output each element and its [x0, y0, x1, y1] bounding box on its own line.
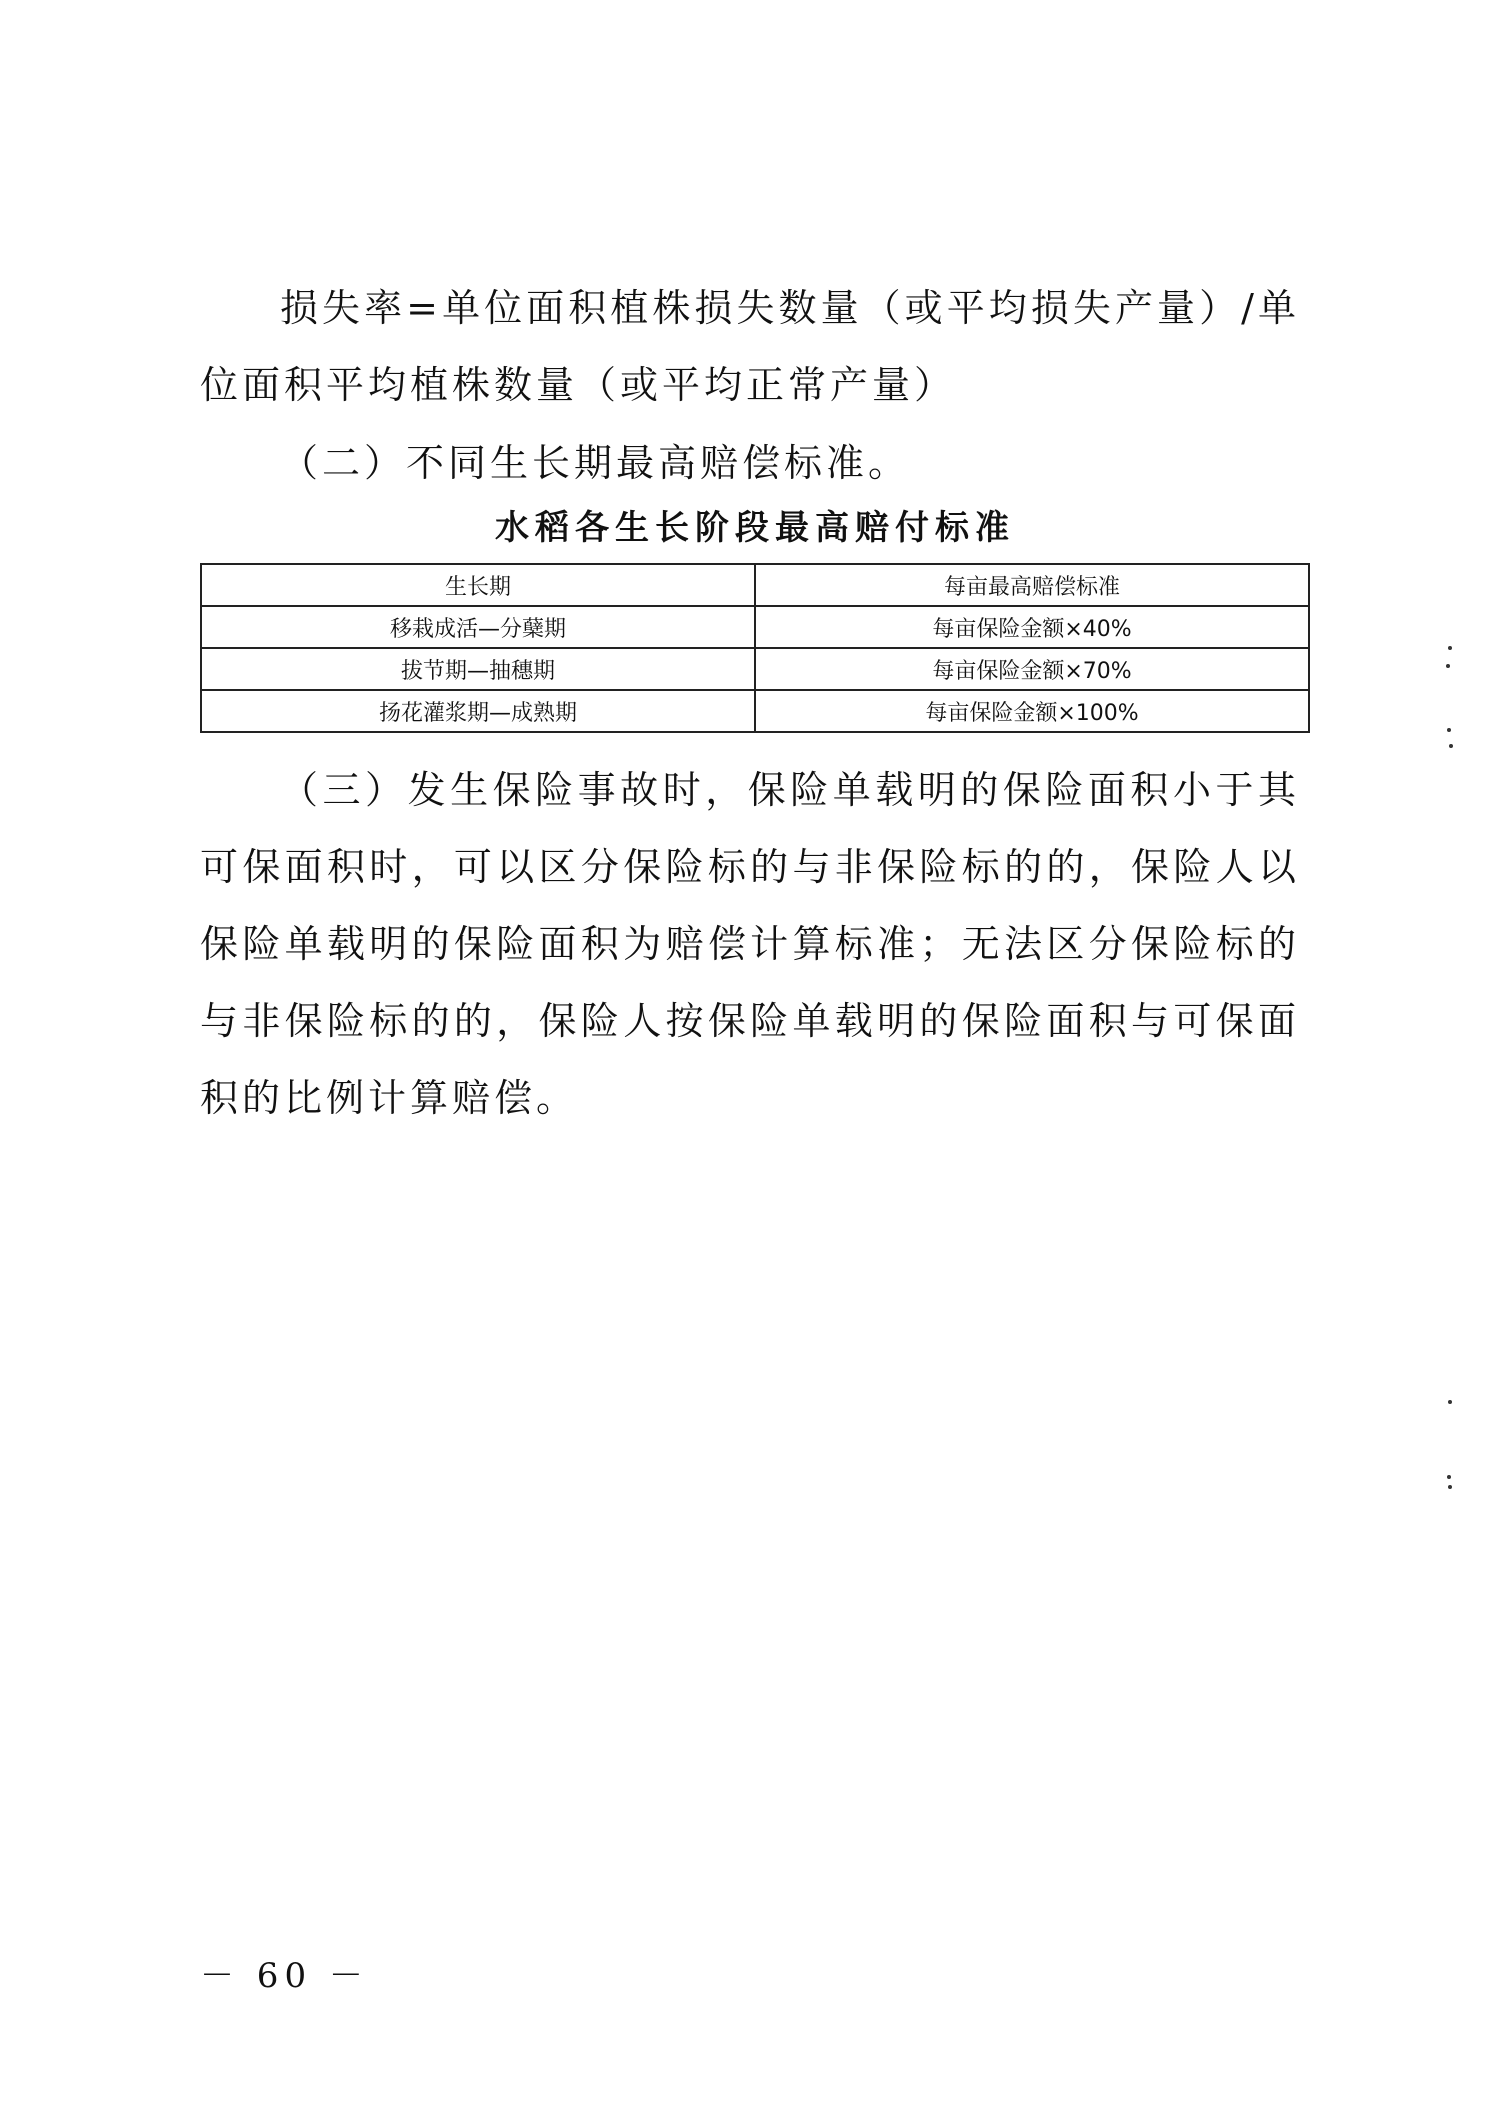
scan-speck — [1448, 1400, 1452, 1404]
table-title: 水稻各生长阶段最高赔付标准 — [495, 508, 1015, 548]
scan-speck — [1447, 728, 1451, 732]
page-number: － 60 － — [200, 1956, 369, 1996]
compensation-cell: 每亩保险金额×40% — [755, 606, 1309, 648]
column-header-max-compensation: 每亩最高赔偿标准 — [755, 564, 1309, 606]
column-header-growth-stage: 生长期 — [201, 564, 755, 606]
scan-speck — [1448, 646, 1452, 650]
table-row — [201, 606, 1309, 648]
table-row — [201, 648, 1309, 690]
growth-stage-cell: 拔节期—抽穗期 — [201, 648, 755, 690]
compensation-cell: 每亩保险金额×70% — [755, 648, 1309, 690]
table-header-row — [201, 564, 1309, 606]
table-row — [201, 690, 1309, 732]
growth-stage-cell: 移栽成活—分蘖期 — [201, 606, 755, 648]
compensation-table — [200, 563, 1310, 733]
scan-speck — [1447, 1475, 1451, 1479]
scan-speck — [1449, 744, 1453, 748]
loss-rate-formula-paragraph: 损失率=单位面积植株损失数量（或平均损失产量）/单位面积平均植株数量（或平均正常产量） — [200, 286, 1300, 407]
compensation-cell: 每亩保险金额×100% — [755, 690, 1309, 732]
section-heading-3-paragraph: （三）发生保险事故时，保险单载明的保险面积小于其可保面积时，可以区分保险标的与非保险标的的，保险人以保险单载明的保险面积为赔偿计算标准；无法区分保险标的与非保险标的的，保险人按保险单载明的保险面积与可保面积的比例计算赔偿。 — [200, 768, 1300, 1120]
scan-speck — [1446, 664, 1450, 668]
growth-stage-cell: 扬花灌浆期—成熟期 — [201, 690, 755, 732]
section-heading-2: （二）不同生长期最高赔偿标准。 — [280, 441, 911, 485]
compensation-table-container — [200, 563, 1310, 733]
scan-speck — [1448, 1485, 1452, 1489]
